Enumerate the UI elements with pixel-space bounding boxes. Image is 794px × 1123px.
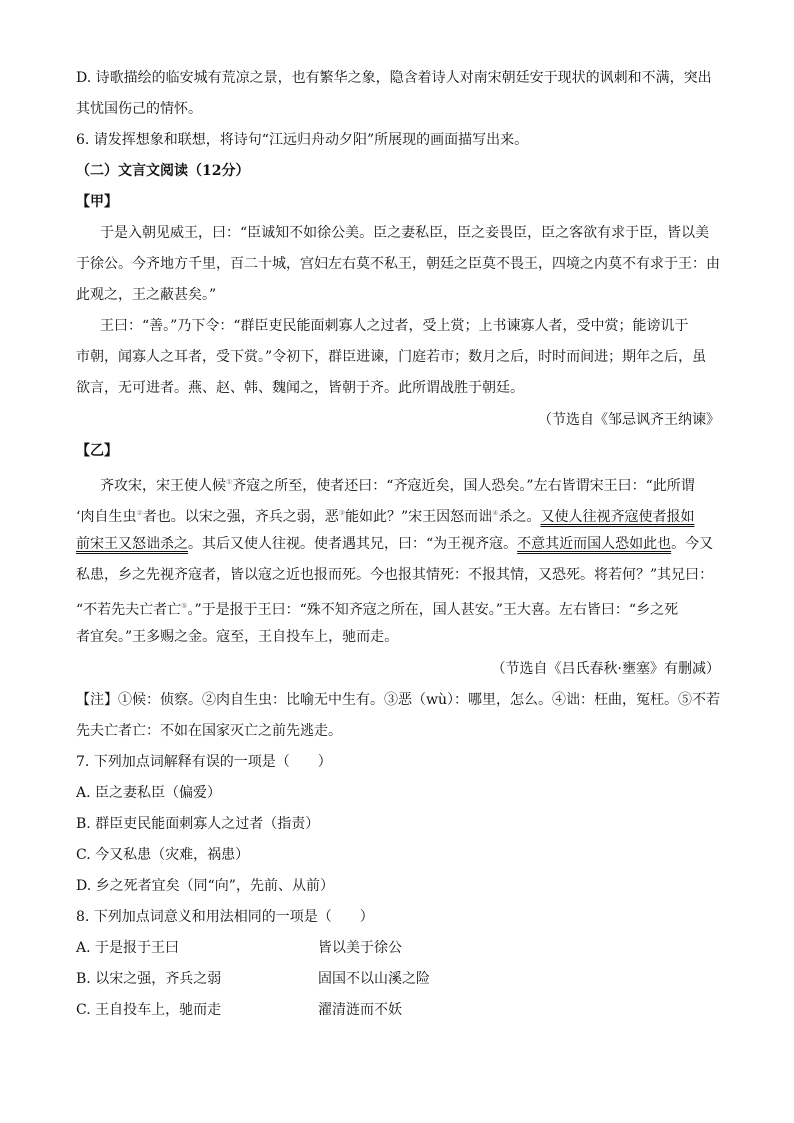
footnote-mark: ①	[226, 478, 233, 486]
passage-jia-label: 【甲】	[76, 194, 118, 210]
underlined-sentence: 又使人往视齐寇使者报如	[540, 509, 695, 525]
jia-p1-line2: 于徐公。今齐地方千里，百二十城，宫妇左右莫不私王，朝廷之臣莫不畏王，四境之内莫不有求于王：由	[76, 256, 720, 272]
question-6: 6. 请发挥想象和联想，将诗句“江远归舟动夕阳”所展现的画面描写出来。	[76, 132, 529, 148]
underlined-sentence: 不意其近而国人恐如此也	[517, 536, 672, 552]
question-8-stem: 8. 下列加点词意义和用法相同的一项是（ ）	[76, 909, 374, 925]
yi-line6: 者宜矣。”王多赐之金。寇至，王自投车上，驰而走。	[76, 629, 399, 645]
q8-option-c-right: 濯清涟而不妖	[318, 1002, 402, 1018]
jia-p1-line3: 此观之，王之蔽甚矣。”	[76, 287, 217, 303]
q7-option-b: B. 群臣吏民能面刺寡人之过者（指责）	[76, 816, 320, 832]
jia-p2-line1: 王曰：“善。”乃下令：“群臣吏民能面刺寡人之过者，受上赏；上书谏寡人者，受中赏；能谤讥于	[100, 318, 689, 334]
q7-option-c: C. 今又私患（灾难，祸患）	[76, 847, 250, 863]
yi-text: 齐寇之所至，使者还曰：“齐寇近矣，国人恐矣。”左右皆谓宋王曰：“此所谓	[232, 478, 695, 494]
footnote-mark: ④	[492, 509, 499, 517]
question-7-stem: 7. 下列加点词解释有误的一项是（ ）	[76, 754, 332, 770]
q7-option-d: D. 乡之死者宜矣（同“向”，先前、从前）	[76, 878, 334, 894]
jia-source: （节选自《邹忌讽齐王纳谏》	[538, 412, 720, 428]
yi-text: 。其后又使人往视。使者遇其兄，曰：“为王视齐寇。	[188, 536, 518, 552]
yi-line2	[76, 503, 694, 527]
q8-option-a-right: 皆以美于徐公	[318, 940, 402, 956]
notes-line1: 【注】①候：侦察。②肉自生虫：比喻无中生有。③恶（wù）：哪里，怎么。④诎：枉曲，冤枉。⑤不若	[76, 692, 720, 708]
yi-text: 者也。以宋之强，齐兵之弱，恶	[142, 509, 339, 525]
yi-text: “不若先夫亡者亡	[76, 602, 182, 618]
yi-line3	[76, 534, 713, 554]
yi-line5	[76, 596, 678, 620]
q8-option-b-right: 固国不以山溪之险	[318, 971, 430, 987]
yi-text: 杀之。	[498, 509, 541, 525]
q8-option-a-left: A. 于是报于王曰	[76, 940, 180, 956]
jia-p2-line3: 欲言，无可进者。燕、赵、韩、魏闻之，皆朝于齐。此所谓战胜于朝廷。	[76, 380, 524, 396]
passage-yi-label: 【乙】	[76, 443, 118, 459]
underlined-sentence: 前宋王又怒诎杀之	[76, 536, 188, 552]
yi-line4: 私患，乡之先视齐寇者，皆以寇之近也报而死。今也报其情死：不报其情，又恐死。将若何？”其兄曰：	[76, 567, 714, 583]
yi-source: （节选自《吕氏春秋·壅塞》有删减）	[491, 661, 720, 677]
yi-text: 齐攻宋，宋王使人候	[100, 478, 226, 494]
section-title: （二）文言文阅读（12分）	[76, 163, 250, 179]
footnote-mark: ②	[136, 509, 143, 517]
yi-text: 能如此？”宋王因怒而诎	[345, 509, 493, 525]
q5-option-d-line2: 其忧国伤己的情怀。	[76, 101, 202, 117]
q7-option-a: A. 臣之妻私臣（偏爱）	[76, 785, 222, 801]
yi-text: 。”于是报于王曰：“殊不知齐寇之所在，国人甚安。”王大喜。左右皆曰：“乡之死	[187, 602, 679, 618]
notes-line2: 先夫亡者亡：不如在国家灭亡之前先逃走。	[76, 723, 342, 739]
footnote-mark: ③	[338, 509, 346, 517]
jia-p1-line1: 于是入朝见威王，曰：“臣诚知不如徐公美。臣之妻私臣，臣之妾畏臣，臣之客欲有求于臣，皆以美	[100, 225, 710, 241]
q8-option-c-left: C. 王自投车上，驰而走	[76, 1002, 222, 1018]
yi-text: 。今又	[671, 536, 714, 552]
q8-option-b-left: B. 以宋之强，齐兵之弱	[76, 971, 222, 987]
yi-text: ‘肉自生虫	[76, 509, 137, 525]
yi-line1	[100, 472, 695, 496]
jia-p2-line2: 市朝，闻寡人之耳者，受下赏。”令初下，群臣进谏，门庭若市；数月之后，时时而间进；期年之后，虽	[76, 349, 707, 365]
footnote-mark: ⑤	[181, 602, 188, 610]
q5-option-d-line1: D. 诗歌描绘的临安城有荒凉之景，也有繁华之象，隐含着诗人对南宋朝廷安于现状的讽刺和不满，突出	[76, 70, 712, 86]
